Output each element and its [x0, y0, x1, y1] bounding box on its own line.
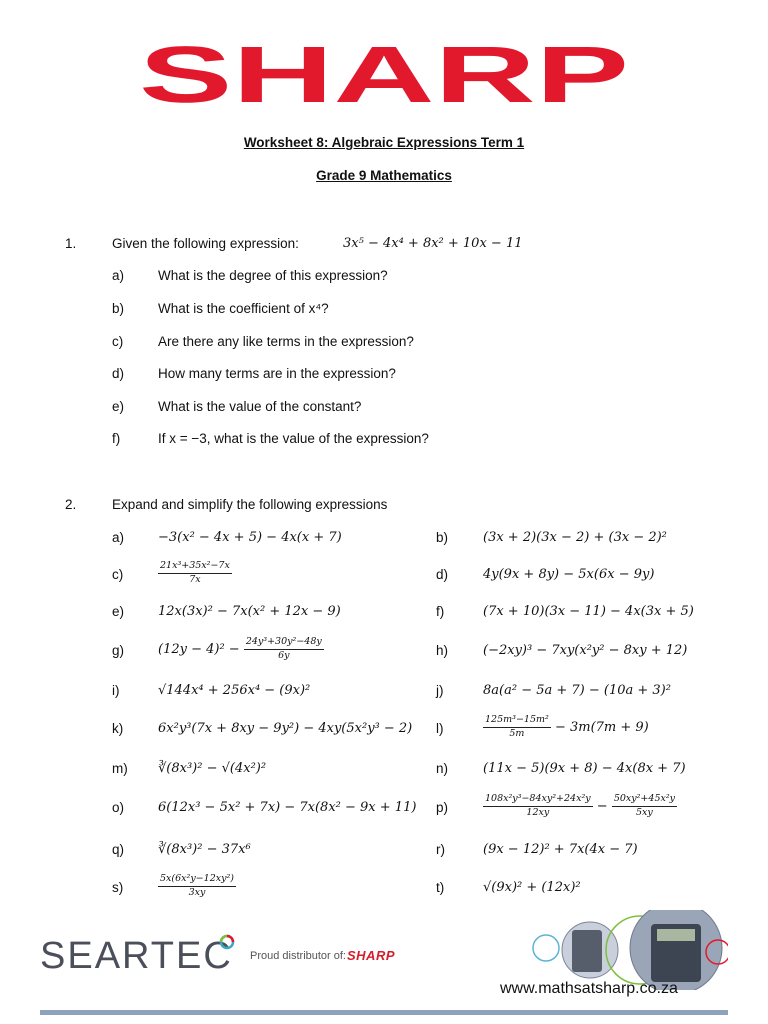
- calculator-graphic: [528, 910, 728, 990]
- q1-item-label: d): [112, 366, 125, 381]
- q2-expression: √144x⁴ + 256x⁴ − (9x)²: [158, 683, 311, 698]
- proud-distributor-brand: SHARP: [347, 948, 396, 963]
- fraction: $\frac{\text{21x³+35x²−7x}}{7x}$: [160, 560, 230, 585]
- q2-item-label: c): [112, 567, 124, 582]
- q1-item-label: b): [112, 301, 125, 316]
- q1-item-text: If x = −3, what is the value of the expression?: [158, 431, 429, 446]
- worksheet-subtitle: Grade 9 Mathematics: [316, 168, 452, 183]
- q2-expression: ∛(8x³)² − 37x⁶: [158, 842, 251, 857]
- q2-item-label: p): [436, 800, 449, 815]
- q2-expression: [158, 637, 324, 662]
- q2-item-label: m): [112, 761, 128, 776]
- q1-item-text: Are there any like terms in the expression?: [158, 334, 414, 349]
- website-url[interactable]: www.mathsatsharp.co.za: [500, 980, 678, 997]
- q2-expression: (7x + 10)(3x − 11) − 4x(3x + 5): [483, 604, 694, 619]
- question-prompt: Given the following expression:: [112, 236, 299, 251]
- q2-expression: (3x + 2)(3x − 2) + (3x − 2)²: [483, 530, 667, 545]
- worksheet-title: Worksheet 8: Algebraic Expressions Term 1: [243, 135, 525, 150]
- q2-item-label: q): [112, 842, 125, 857]
- q2-item-label: l): [436, 721, 444, 736]
- expression-part: −: [592, 798, 612, 814]
- q2-item-label: o): [112, 800, 125, 815]
- q2-expression: √(9x)² + (12x)²: [483, 880, 581, 895]
- q2-expression: (9x − 12)² + 7x(4x − 7): [483, 842, 638, 857]
- fraction: $\frac{\text{108x²y³−84xy²+24x²y}}{12xy}$: [485, 793, 591, 818]
- q2-item-label: b): [436, 530, 449, 545]
- q1-item-text: What is the coefficient of x⁴?: [158, 301, 329, 316]
- fraction: $\frac{\text{50xy²+45x²y}}{5xy}$: [613, 793, 676, 818]
- q2-item-label: a): [112, 530, 125, 545]
- q2-expression: 6(12x³ − 5x² + 7x) − 7x(8x² − 9x + 11): [158, 800, 417, 815]
- fraction: $\frac{\text{24y³+30y²−48y}}{6y}$: [245, 636, 322, 661]
- q2-item-label: h): [436, 643, 449, 658]
- expression-part: − 3m(7m + 9): [550, 719, 649, 735]
- q2-item-label: f): [436, 604, 445, 619]
- q1-expression: 3x⁵ − 4x⁴ + 8x² + 10x − 11: [343, 236, 523, 251]
- q2-expression: 12x(3x)² − 7x(x² + 12x − 9): [158, 604, 341, 619]
- fraction: $\frac{\text{5x(6x²y−12xy²)}}{3xy}$: [160, 873, 234, 898]
- q2-item-label: g): [112, 643, 125, 658]
- q2-expression: (−2xy)³ − 7xy(x²y² − 8xy + 12): [483, 643, 688, 658]
- expression-part: (12y − 4)² −: [158, 641, 244, 657]
- svg-text:SHARP: SHARP: [139, 42, 629, 112]
- q2-item-label: k): [112, 721, 124, 736]
- q2-item-label: r): [436, 842, 445, 857]
- q2-expression: ∛(8x³)² − √(4x²)²: [158, 761, 267, 776]
- question-number: 1.: [65, 236, 77, 251]
- q2-item-label: t): [436, 880, 445, 895]
- question-prompt: Expand and simplify the following expressions: [112, 497, 388, 512]
- q2-item-label: n): [436, 761, 449, 776]
- q2-item-label: d): [436, 567, 449, 582]
- fraction: $\frac{\text{125m³−15m²}}{5m}$: [485, 714, 549, 739]
- q2-expression: (11x − 5)(9x + 8) − 4x(8x + 7): [483, 761, 686, 776]
- q2-expression: 6x²y³(7x + 8xy − 9y²) − 4xy(5x²y³ − 2): [158, 721, 413, 736]
- q2-item-label: s): [112, 880, 124, 895]
- q1-item-text: What is the value of the constant?: [158, 399, 362, 414]
- q2-expression: [158, 561, 232, 586]
- q2-expression: 8a(a² − 5a + 7) − (10a + 3)²: [483, 683, 671, 698]
- q2-expression: −3(x² − 4x + 5) − 4x(x + 7): [158, 530, 342, 545]
- q2-item-label: e): [112, 604, 125, 619]
- q2-expression: [158, 874, 236, 899]
- q1-item-label: e): [112, 399, 125, 414]
- q2-expression: [483, 794, 677, 819]
- question-number: 2.: [65, 497, 77, 512]
- seartec-mark-icon: [218, 933, 236, 951]
- seartec-logo: SEARTEC: [40, 935, 233, 977]
- footer-divider: [40, 1010, 728, 1015]
- q2-item-label: i): [112, 683, 120, 698]
- q2-expression: [483, 715, 649, 740]
- q1-item-text: How many terms are in the expression?: [158, 366, 396, 381]
- q1-item-label: f): [112, 431, 121, 446]
- q2-item-label: j): [436, 683, 444, 698]
- sharp-logo: [134, 42, 634, 112]
- q2-expression: 4y(9x + 8y) − 5x(6x − 9y): [483, 567, 655, 582]
- q1-item-label: c): [112, 334, 124, 349]
- proud-distributor-text: Proud distributor of:: [250, 950, 346, 962]
- q1-item-text: What is the degree of this expression?: [158, 268, 388, 283]
- q1-item-label: a): [112, 268, 125, 283]
